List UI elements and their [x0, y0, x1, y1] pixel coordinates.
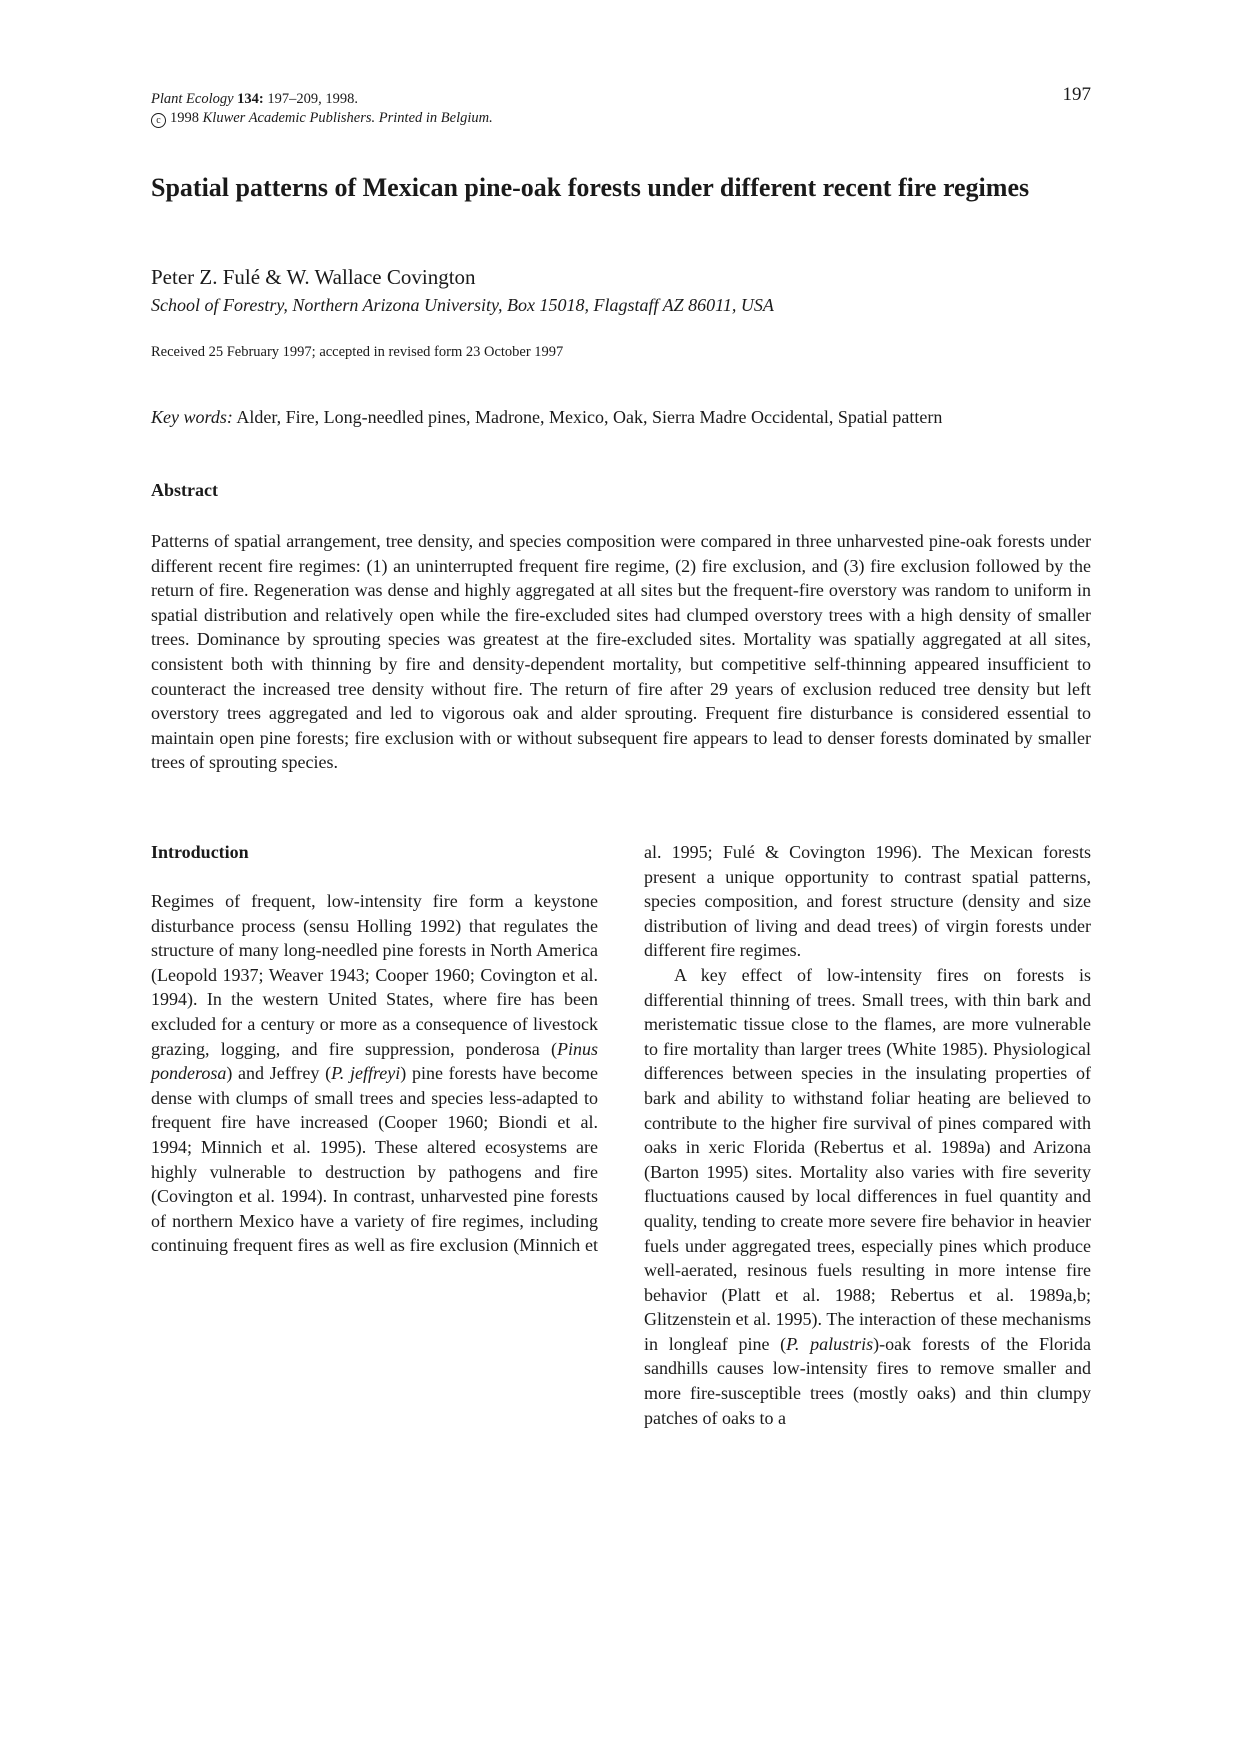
article-authors: Peter Z. Fulé & W. Wallace Covington	[151, 265, 476, 289]
running-head	[151, 90, 1091, 128]
introduction-heading: Introduction	[151, 842, 249, 862]
copyright-year: 1998	[170, 110, 199, 126]
page-number: 197	[1062, 84, 1091, 105]
intro-p2-part-b: )-oak forests of the Florida sandhills causes low-intensity fires to remove smaller and more fire-susceptible trees (mostly oaks) and thin clumpy patches of oaks to a	[644, 1333, 1091, 1428]
species-name-p-palustris: P. palustris	[786, 1333, 874, 1354]
introduction-paragraph-2	[644, 963, 1091, 1430]
article-title: Spatial patterns of Mexican pine-oak forests under different recent fire regimes	[151, 173, 1030, 202]
abstract-text: Patterns of spatial arrangement, tree density, and species composition were compared in three unharvested pine-oak forests under different recent fire regimes: (1) an uninterrupted frequent fire regime, (2) fire exclusion, and (3) fire exclusion followed by the return of fire. Regeneration was dense and highly aggregated at all sites but the frequent-fire overstory was random to uniform in spatial distribution and relatively open while the fire-excluded sites had clumped overstory trees with a high density of smaller trees. Dominance by sprouting species was greatest at the fire-excluded sites. Mortality was spatially aggregated at all sites, consistent both with thinning by fire and density-dependent mortality, but competitive self-thinning appeared insufficient to counteract the increased tree density without fire. The return of fire after 29 years of exclusion reduced tree density but left overstory trees aggregated and led to vigorous oak and alder sprouting. Frequent fire disturbance is considered essential to maintain open pine forests; fire exclusion with or without subsequent fire appears to lead to denser forests dominated by smaller trees of sprouting species.	[151, 531, 1091, 773]
journal-citation	[151, 90, 1091, 109]
copyright-line	[151, 109, 1091, 128]
keywords-list: Alder, Fire, Long-needled pines, Madrone, Mexico, Oak, Sierra Madre Occidental, Spatial pattern	[236, 407, 943, 427]
keywords-label: Key words:	[151, 407, 233, 427]
journal-name: Plant Ecology	[151, 91, 234, 107]
publisher-line: Kluwer Academic Publishers. Printed in Belgium.	[202, 110, 493, 126]
introduction-paragraph-1-continued	[644, 840, 1091, 963]
species-name-pinus-ponderosa: Pinus ponderosa	[151, 1038, 598, 1084]
abstract-heading: Abstract	[151, 480, 218, 500]
journal-page	[151, 0, 1091, 1755]
journal-pages-year: 197–209, 1998.	[267, 91, 359, 107]
intro-p1-part-c-continued: al. 1995; Fulé & Covington 1996). The Mexican forests present a unique opportunity to contrast spatial patterns, species composition, and forest structure (density and size distribution of living and dead trees) of virgin forests under different fire regimes.	[644, 842, 1091, 961]
body-column-left	[151, 840, 598, 1258]
body-column-right	[644, 840, 1091, 1430]
author-affiliation: School of Forestry, Northern Arizona University, Box 15018, Flagstaff AZ 86011, USA	[151, 295, 774, 315]
intro-p1-part-b: ) and Jeffrey (	[226, 1063, 332, 1084]
received-dates: Received 25 February 1997; accepted in revised form 23 October 1997	[151, 344, 564, 360]
introduction-paragraph-1	[151, 889, 598, 1258]
journal-volume: 134:	[237, 91, 264, 107]
copyright-icon: c	[151, 113, 166, 128]
keywords	[151, 405, 1091, 429]
species-name-p-jeffreyi: P. jeffreyi	[331, 1063, 401, 1084]
intro-p1-part-c: ) pine forests have become dense with clumps of small trees and species less-adapted to frequent fire have increased (Cooper 1960; Biondi et al. 1994; Minnich et al. 1995). These altered ecosystems are highly vulnerable to destruction by pathogens and fire (Covington et al. 1994). In contrast, unharvested pine forests of northern Mexico have a variety of fire regimes, including continuing frequent fires as well as fire exclusion (Minnich et	[151, 1063, 598, 1256]
intro-p1-part-a: Regimes of frequent, low-intensity fire form a keystone disturbance process (sensu Holling 1992) that regulates the structure of many long-needled pine forests in North America (Leopold 1937; Weaver 1943; Cooper 1960; Covington et al. 1994). In the western United States, where fire has been excluded for a century or more as a consequence of livestock grazing, logging, and fire suppression, ponderosa (	[151, 891, 598, 1059]
intro-p2-part-a: A key effect of low-intensity fires on forests is differential thinning of trees. Small trees, with thin bark and meristematic tissue close to the flames, are more vulnerable to fire mortality than larger trees (White 1985). Physiological differences between species in the insulating properties of bark and ability to withstand foliar heating are believed to contribute to the higher fire survival of pines compared with oaks in xeric Florida (Rebertus et al. 1989a) and Arizona (Barton 1995) sites. Mortality also varies with fire severity fluctuations caused by local differences in fuel quantity and quality, tending to create more severe fire behavior in heavier fuels under aggregated trees, especially pines which produce well-aerated, resinous fuels resulting in more intense fire behavior (Platt et al. 1988; Rebertus et al. 1989a,b; Glitzenstein et al. 1995). The interaction of these mechanisms in longleaf pine (	[644, 964, 1091, 1354]
